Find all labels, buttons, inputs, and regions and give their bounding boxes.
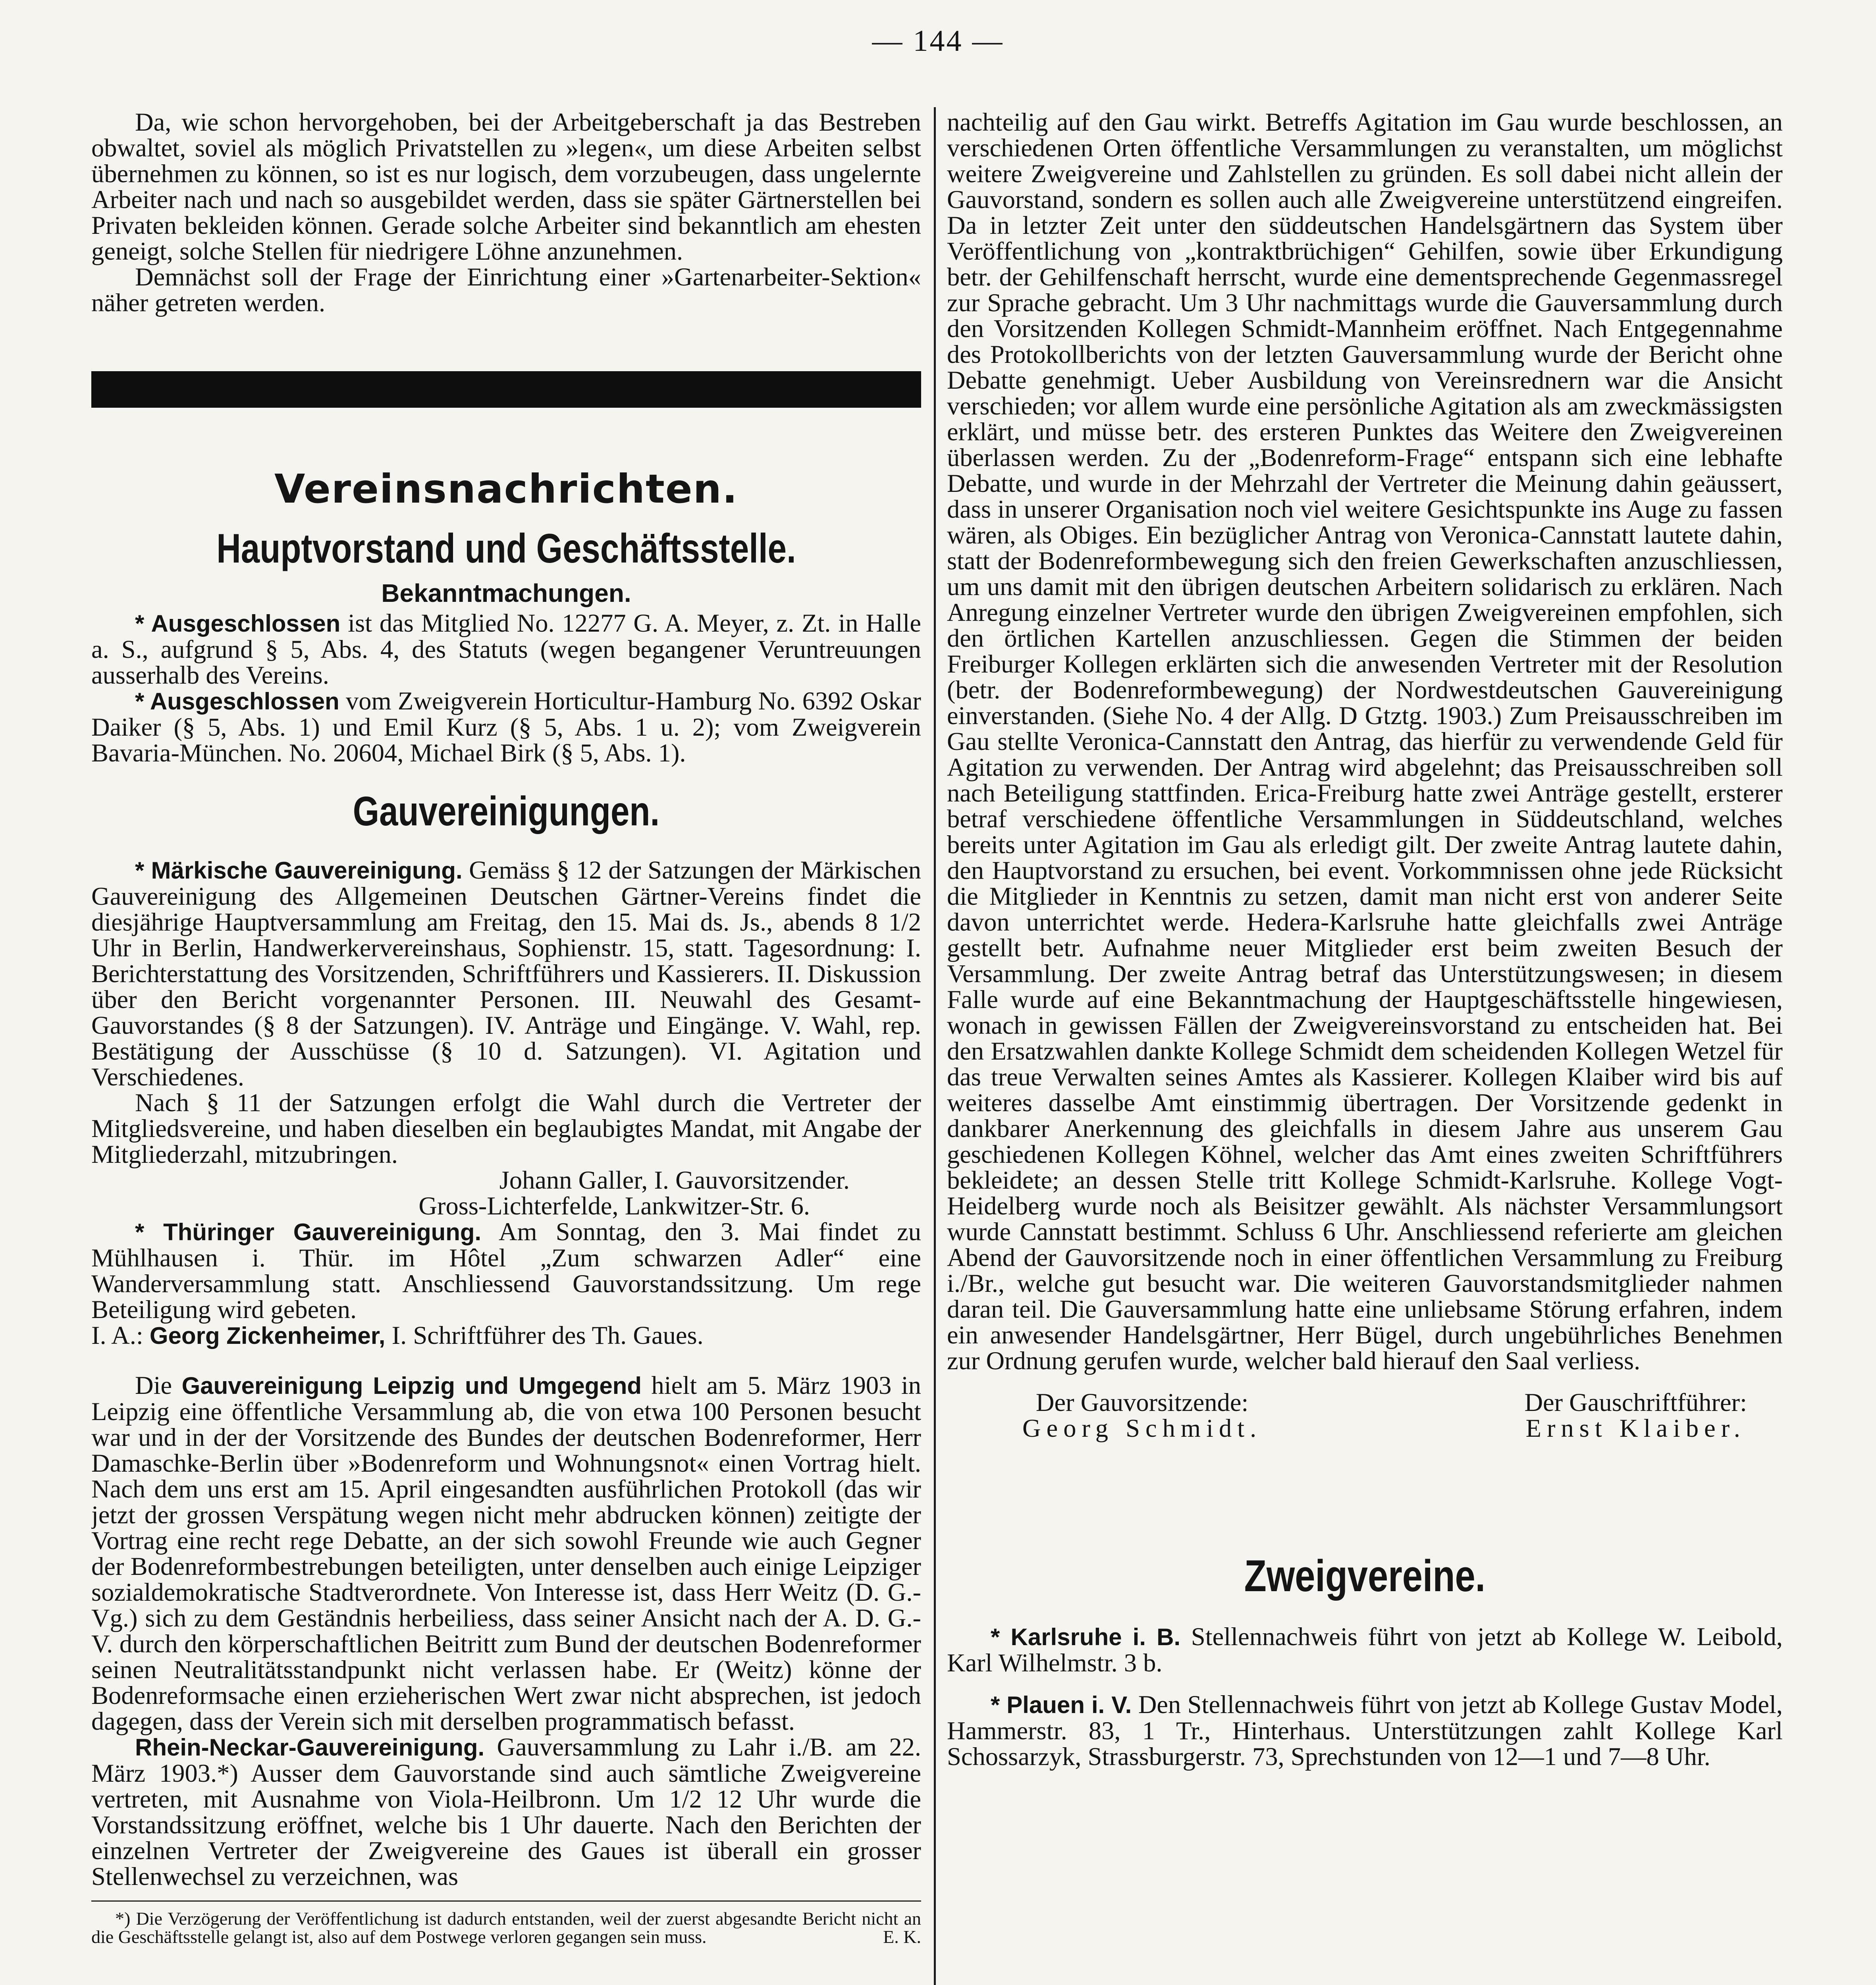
maerkische-notice-2: Nach § 11 der Satzungen erfolgt die Wahl durch die Vertreter der Mitgliedsvereine, und haben dieselben ein beglaubigtes Mandat, mit Angabe der Mitgliederzahl, mitzubringen. <box>91 1089 921 1168</box>
rhein-neckar-report-continued: nachteilig auf den Gau wirkt. Betreffs Agitation im Gau wurde beschlossen, an verschiedenen Orten öffentliche Versammlungen zu veranstalten, um möglichst weitere Zweigvereine und Zahlstellen zu gründen. Es soll dabei nicht allein der Gauvorstand, sondern es sollen auch alle Zweigvereine unterstützend eingreifen. Da in letzter Zeit unter den süddeutschen Handelsgärtnern das System über Veröffentlichung von „kontraktbrüchigen“ Gehilfen, sowie über Erkundigung betr. der Gehilfenschaft herrscht, wurde eine dementsprechende Gegenmassregel zur Sprache gebracht. Um 3 Uhr nachmittags wurde die Gauversammlung durch den Vorsitzenden Kollegen Schmidt-Mannheim eröffnet. Nach Entgegennahme des Protokollberichts von der letzten Gauversammlung wurde der Bericht ohne Debatte genehmigt. Ueber Ausbildung von Vereinsrednern war die Ansicht verschieden; vor allem wurde eine persönliche Agitation als am zweckmässigsten erklärt, und müsse betr. des ersteren Punktes das Weitere den Zweigvereinen überlassen werden. Zu der „Bodenreform-Frage“ entspann sich eine lebhafte Debatte, und wurde in der Mehrzahl der Vertreter die Meinung dahin geäussert, dass in unserer Organisation noch viel weitere Gesichtspunkte ins Auge zu fassen wären, als Obiges. Ein bezüglicher Antrag von Veronica-Cannstatt lautete dahin, statt der Bodenreformbewegung sich den freien Gewerkschaften anzuschliessen, um uns damit mit den übrigen deutschen Arbeitern solidarisch zu erklären. Nach Anregung einzelner Vertreter wurde den übrigen Zweigvereinen empfohlen, sich den örtlichen Kartellen anzuschliessen. Gegen die Stimmen der beiden Freiburger Kollegen erklärten sich die anwesenden Vertreter mit der Resolution (betr. der Bodenreformbewegung) der Nordwestdeutschen Gauvereinigung einverstanden. (Siehe No. 4 der Allg. D Gtztg. 1903.) Zum Preisausschreiben im Gau stellte Veronica-Cannstatt den Antrag, das hierfür zu verwendende Geld für Agitation zu verwenden. Der Antrag wird abgelehnt; das Preisausschreiben soll nach Beteiligung stattfinden. Erica-Freiburg hatte zwei Anträge gestellt, ersterer betraf verschiedene öffentliche Versammlungen in Süddeutschland, welches bereits unter Agitation im Gau als erledigt gilt. Der zweite Antrag lautete dahin, den Hauptvorstand zu ersuchen, bei event. Vorkommnissen ohne jede Rücksicht die Mitglieder in Kenntnis zu setzen, damit man nicht erst von anderer Seite davon unterrichtet werde. Hedera-Karlsruhe hatte gleichfalls zwei Anträge gestellt betr. Aufnahme neuer Mitglieder erst beim zweiten Besuch der Versammlung. Der zweite Antrag betraf das Unterstützungswesen; in diesem Falle wurde auf eine Bekanntmachung der Hauptgeschäftsstelle hingewiesen, wonach in gewissen Fällen der Zweigvereinsvorstand zu entscheiden hat. Bei den Ersatzwahlen dankte Kollege Schmidt dem scheidenden Kollegen Wetzel für das treue Verwalten seines Amtes als Kassierer. Kollegen Klaiber wird bis auf weiteres dasselbe Amt einstimmig übertragen. Der Vorsitzende gedenkt in dankbarer Anerkennung des gleichfalls in diesem Jahre aus unserem Gau geschiedenen Kollegen Köhnel, welcher das Amt eines zweiten Schriftführers bekleidete; an dessen Stelle tritt Kollege Schmidt-Karlsruhe. Kollege Vogt-Heidelberg wurde noch als Beisitzer gewählt. Als nächster Versammlungsort wurde Cannstatt bestimmt. Schluss 6 Uhr. Anschliessend referierte am gleichen Abend der Gauvorsitzende noch in einer öffentlichen Versammlung zu Freiburg i./Br., welche gut besucht war. Die weiteren Gauvorstandsmitglieder nahmen daran teil. Die Gauversammlung hatte eine unliebsame Störung erfahren, indem ein anwesender Handelsgärtner, Herr Bügel, durch ungebührliches Benehmen zur Ordnung gerufen wurde, welcher bald hierauf den Saal verliess. <box>947 109 1783 1375</box>
heading-zweigvereine: Zweigvereine. <box>1244 1551 1486 1601</box>
section-separator-bar <box>91 371 921 408</box>
page-number: — 144 — <box>872 24 1004 58</box>
footnote-text <box>91 1910 921 1946</box>
maerkische-signature-name: Johann Galler, I. Gauvorsitzender. <box>499 1166 850 1194</box>
thueringer-label: * Thüringer Gauvereinigung. <box>135 1219 482 1245</box>
maerkische-signature-address: Gross-Lichterfelde, Lankwitzer-Str. 6. <box>418 1192 810 1220</box>
gau-signatures <box>1022 1390 1747 1441</box>
thueringer-sig-name: Georg Zickenheimer, <box>149 1322 386 1349</box>
footnote <box>91 1900 921 1946</box>
heading-hauptvorstand: Hauptvorstand und Geschäftsstelle. <box>216 526 796 572</box>
exclusion-1-label: * Ausgeschlossen <box>135 610 341 637</box>
exclusion-1-text: ist das Mitglied No. 12277 G. A. Meyer, z. Zt. in Halle a. S., aufgrund § 5, Abs. 4, des Statuts (wegen begangener Veruntreuungen ausserhalb des Vereins. <box>91 609 921 689</box>
intro-paragraph-2: Demnächst soll der Frage der Einrichtung einer »Gartenarbeiter-Sektion« näher getreten werden. <box>91 263 921 317</box>
karlsruhe-text: Stellennachweis führt von jetzt ab Kollege W. Leibold, Karl Wilhelmstr. 3 b. <box>947 1623 1783 1677</box>
exclusion-notice-2 <box>91 688 921 766</box>
exclusion-2-label: * Ausgeschlossen <box>135 688 339 715</box>
karlsruhe-notice <box>947 1624 1783 1676</box>
leipzig-report <box>91 1372 921 1734</box>
leipzig-label: Gauvereinigung Leipzig und Umgegend <box>181 1372 642 1399</box>
heading-vereinsnachrichten: Vereinsnachrichten. <box>274 466 738 512</box>
rhein-neckar-report <box>91 1734 921 1889</box>
plauen-notice <box>947 1692 1783 1769</box>
exclusion-2-text: vom Zweigverein Horticultur-Hamburg No. 6392 Oskar Daiker (§ 5, Abs. 1) und Emil Kurz (§ 5, Abs. 1 u. 2); vom Zweigverein Bavaria-München. No. 20604, Michael Birk (§ 5, Abs. 1). <box>91 687 921 767</box>
signature-secretary-title: Der Gauschriftführer: <box>1524 1388 1747 1416</box>
heading-bekanntmachungen: Bekanntmachungen. <box>381 579 631 607</box>
left-column <box>91 109 921 1985</box>
heading-gauvereinigungen: Gauvereinigungen. <box>353 788 660 834</box>
maerkische-notice <box>91 857 921 1090</box>
signature-chair <box>1022 1390 1262 1441</box>
footnote-body: *) Die Verzögerung der Veröffentlichung ist dadurch entstanden, weil der zuerst abgesandte Bericht nicht an die Geschäftsstelle gelangt ist, also auf dem Postwege verloren gegangen sein muss. <box>91 1908 921 1947</box>
thueringer-notice <box>91 1219 921 1322</box>
maerkische-text: Gemäss § 12 der Satzungen der Märkischen Gauvereinigung des Allgemeinen Deutschen Gärtner-Vereins findet die diesjährige Hauptversammlung am Freitag, den 15. Mai ds. Js., abends 8 1/2 Uhr in Berlin, Handwerkervereinshaus, Sophienstr. 15, statt. Tagesordnung: I. Berichterstattung des Vorsitzenden, Schriftführers und Kassierers. II. Diskussion über den Bericht vorgenannter Personen. III. Neuwahl des Gesamt-Gauvorstandes (§ 8 der Satzungen). IV. Anträge und Eingänge. V. Wahl, rep. Bestätigung der Ausschüsse (§ 10 d. Satzungen). VI. Agitation und Verschiedenes. <box>91 856 921 1091</box>
thueringer-sig-prefix: I. A.: <box>91 1321 143 1349</box>
signature-chair-name: Georg Schmidt. <box>1022 1414 1262 1442</box>
signature-chair-title: Der Gauvorsitzende: <box>1035 1388 1249 1416</box>
spacer <box>91 1349 921 1372</box>
plauen-label: * Plauen i. V. <box>991 1692 1132 1718</box>
leipzig-prefix: Die <box>135 1371 172 1399</box>
thueringer-text: Am Sonntag, den 3. Mai findet zu Mühlhausen i. Thür. im Hôtel „Zum schwarzen Adler“ eine Wanderversammlung statt. Anschliessend Gauvorstandssitzung. Um rege Beteiligung wird gebeten. <box>91 1218 921 1324</box>
signature-secretary-name: Ernst Klaiber. <box>1525 1414 1746 1442</box>
footnote-initials: E. K. <box>883 1927 921 1947</box>
rhein-neckar-text: Gauversammlung zu Lahr i./B. am 22. März 1903.*) Ausser dem Gauvorstande sind auch sämtliche Zweigvereine vertreten, mit Ausnahme von Viola-Heilbronn. Um 1/2 12 Uhr wurde die Vorstandssitzung eröffnet, welche bis 1 Uhr dauerte. Nach den Berichten der einzelnen Vertreter der Zweigvereine des Gaues ist überall ein grosser Stellenwechsel zu verzeichnen, was <box>91 1733 921 1891</box>
intro-paragraph-1: Da, wie schon hervorgehoben, bei der Arbeitgeberschaft ja das Bestreben obwaltet, soviel als möglich Privatstellen zu »legen«, um diese Arbeiten selbst übernehmen zu können, so ist es nur logisch, dem vorzubeugen, dass ungelernte Arbeiter nach und nach so ausgebildet werden, dass sie später Gärtnerstellen bei Privaten bekleiden können. Gerade solche Arbeiter sind bekanntlich am ehesten geneigt, solche Stellen für niedrigere Löhne anzunehmen. <box>91 109 921 265</box>
thueringer-signature <box>91 1322 921 1349</box>
rhein-neckar-label: Rhein-Neckar-Gauvereinigung. <box>135 1734 485 1761</box>
maerkische-label: * Märkische Gauvereinigung. <box>135 857 463 884</box>
leipzig-text: hielt am 5. März 1903 in Leipzig eine öffentliche Versammlung ab, die von etwa 100 Personen besucht war und in der der Vorsitzende des Bundes der deutschen Bodenreformer, Herr Damaschke-Berlin über »Bodenreform und Wohnungsnot« einen Vortrag hielt. Nach dem uns erst am 15. April eingesandten ausführlichen Protokoll (das wir jetzt der grossen Verspätung wegen nicht mehr abdrucken können) zeitigte der Vortrag eine recht rege Debatte, an der sich sowohl Freunde wie auch Gegner der Bodenreformbestrebungen beteiligten, unter denselben auch einige Leipziger sozialdemokratische Stadtverordnete. Von Interesse ist, dass Herr Weitz (D. G.-Vg.) sich zu dem Geständnis herbeiliess, dass seiner Ansicht nach der A. D. G.-V. durch den körperschaftlichen Beitritt zum Bund der deutschen Bodenreformer seinen Neutralitätsstandpunkt nicht verlassen habe. Er (Weitz) könne der Bodenreformsache einen erzieherischen Wert zwar nicht absprechen, ist jedoch dagegen, dass der Verein sich mit derselben programmatisch befasst. <box>91 1371 921 1735</box>
right-column <box>947 109 1783 1985</box>
column-divider <box>934 107 936 1985</box>
exclusion-notice-1 <box>91 610 921 688</box>
karlsruhe-label: * Karlsruhe i. B. <box>991 1624 1181 1650</box>
signature-secretary <box>1524 1390 1747 1441</box>
thueringer-sig-rest: I. Schriftführer des Th. Gaues. <box>391 1321 704 1349</box>
spacer <box>947 1676 1783 1692</box>
plauen-text: Den Stellennachweis führt von jetzt ab Kollege Gustav Model, Hammerstr. 83, 1 Tr., Hinterhaus. Unterstützungen zahlt Kollege Karl Schossarzyk, Strassburgerstr. 73, Sprechstunden von 12—1 und 7—8 Uhr. <box>947 1690 1783 1771</box>
